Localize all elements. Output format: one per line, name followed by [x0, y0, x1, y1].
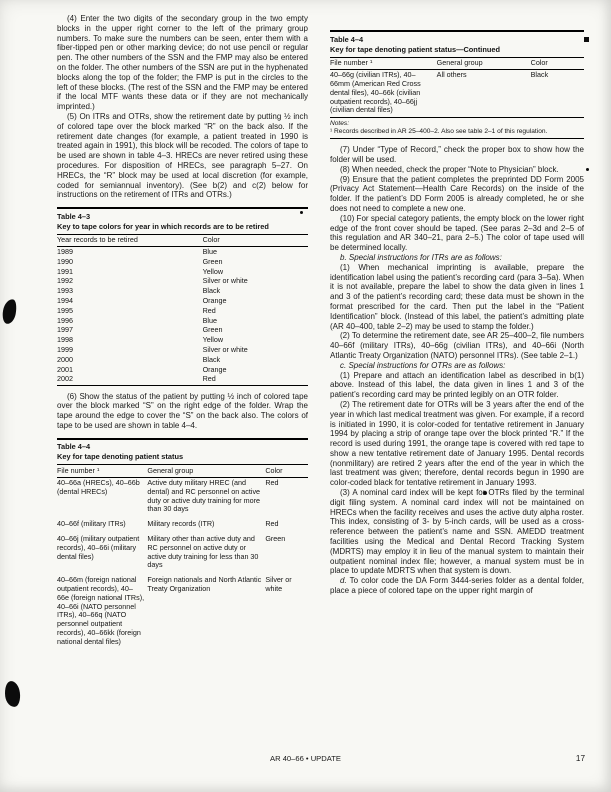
color-cell: Orange	[202, 295, 227, 305]
paragraph-10: (10) For special category patients, the empty block on the lower right edge of the front cover should be taped. (See paras 2–3d and 2–5 of this regulation and AR 340–21, para 2–5.) The color of tape used will be determined locally.	[330, 213, 584, 253]
table-header-row	[57, 465, 308, 478]
table-row	[57, 365, 308, 375]
color-cell: Black	[530, 70, 549, 80]
table-row	[57, 534, 308, 575]
color-cell: Silver or white	[265, 575, 292, 594]
scan-artifact-blob	[1, 298, 18, 325]
table-4-3	[57, 207, 308, 385]
file-number-cell: 40–66m (foreign national outpatient records), 40–66e (foreign national ITRs), 40–66i (NATO personnel ITRs), 40–66q (NATO personnel outpatient records), 40–66kk (foreign national dental files)	[57, 575, 145, 646]
year-cell: 1995	[57, 305, 73, 315]
general-group-cell: Military records (ITR)	[147, 519, 215, 529]
file-number-cell: 40–66g (civilian ITRs), 40–66mm (American Red Cross dental files), 40–66k (civilian outpatient records), 40–66jj (civilian dental files)	[330, 70, 421, 115]
table-row	[57, 355, 308, 365]
year-cell: 1996	[57, 315, 73, 325]
year-cell: 1992	[57, 276, 73, 286]
table-row	[57, 345, 308, 355]
table-row	[57, 247, 308, 257]
color-cell: Green	[265, 534, 286, 544]
paragraph-b2: (2) To determine the retirement date, see AR 25–400–2, file numbers 40–66f (military ITRs), 40–66g (civilian ITRs), and 40–66i (North Atlantic Treaty Organization (NATO) personnel ITRs). (See table 2–1.)	[330, 331, 584, 360]
general-group-cell: All others	[436, 70, 467, 80]
paragraph-9: (9) Ensure that the patient completes the preprinted DD Form 2005 (Privacy Act Statement—Health Care Records) on the inside of the folder. If the patient’s DD Form 2005 is already completed, he or she does not need to complete a new one.	[330, 174, 584, 213]
scan-artifact-speck	[586, 168, 589, 171]
year-cell: 1999	[57, 344, 73, 354]
color-cell: Green	[202, 325, 223, 335]
paragraph-4: (4) Enter the two digits of the secondary group in the two empty blocks in the upper right corner to the left of the primary group numbers. To make sure the numbers can be seen, enter them with a fiber-tipped pen or other marking device; do not use pencil or regular pen. The other numbers of the SSN and the FMP may also be entered on the folder. The other numbers of the SSN are put in the hyphenated blocks along the top of the folder; the FMP is put in the circles to the left of these blocks. (The rest of the SSN and the FMP may be entered if the local MTF wants these data or if they are not mechanically imprinted.)	[57, 14, 308, 112]
table-row	[57, 287, 308, 297]
table-row	[57, 336, 308, 346]
color-cell: Black	[202, 354, 221, 364]
column-header-color: Color	[203, 234, 308, 247]
table-header-row	[330, 57, 584, 70]
table-row	[57, 519, 308, 534]
table-4-3-grid	[57, 234, 308, 386]
year-cell: 1993	[57, 286, 73, 296]
paragraph-7: (7) Under “Type of Record,” check the proper box to show how the folder will be used.	[330, 145, 584, 164]
paragraph-c3: (3) A nominal card index will be kept for OTRs filed by the terminal digit filing system. A nominal card index will not be maintained on HRECs when the facility receives and uses the active duty alpha roster. This index, consisting of 3- by 5-inch cards, will be used as a cross-reference between the patient’s name and SSN. AMEDD treatment facilities using the Medical and Dental Record Tracking System (MDRTS) may employ it in lieu of the manual system to maintain their outpatient nominal index file; however, a manual system must be in place to update MDRTS when that system is down.	[330, 488, 584, 576]
file-number-cell: 40–66a (HRECs), 40–66b (dental HRECs)	[57, 478, 140, 496]
table-header-row	[57, 234, 308, 247]
year-cell: 2002	[57, 374, 73, 384]
column-header-general-group: General group	[147, 465, 265, 478]
table-caption: Key for tape denoting patient status—Continued	[330, 44, 500, 54]
table-4-4-head	[57, 438, 308, 462]
paragraph-d	[330, 576, 584, 596]
paragraph-d-marker: d.	[340, 576, 347, 586]
color-cell: Red	[265, 478, 279, 488]
year-cell: 1991	[57, 266, 73, 276]
table-row	[57, 296, 308, 306]
table-row	[57, 326, 308, 336]
table-notes	[330, 117, 584, 139]
paragraph-6: (6) Show the status of the patient by putting ½ inch of colored tape over the block marked “S” on the right edge of the folder. Wrap the tape around the edge to cover the “S” on the back also. The colors of tape to be used are shown in table 4–4.	[57, 391, 308, 430]
color-cell: Yellow	[202, 335, 224, 345]
paragraph-c2: (2) The retirement date for OTRs will be 3 years after the end of the year in which last medical treatment was given. For example, if a record is initiated in 1990, it is color-coded for tentative retirement in January 1994 by placing a strip of orange tape over the block printed “R.” If the record is used during 1991, the orange tape is covered with red tape to show a new tentative retirement date of January 1995. Dental records (nonmilitary) are retired 2 years after the end of the year in which the last treatment was given; therefore, dental records begun in 1990 are color-coded black for tentative retirement in January 1993.	[330, 399, 584, 488]
table-row	[57, 277, 308, 287]
table-row	[57, 478, 308, 520]
general-group-cell: Active duty military HREC (and dental) and RC personnel on active duty or active duty training for more than 30 days	[147, 478, 261, 514]
table-footnote-1: ¹ Records described in AR 25–400–2. Also see table 2–1 of this regulation.	[330, 127, 548, 135]
table-caption: Key for tape denoting patient status	[57, 452, 184, 462]
scan-artifact-blob	[3, 680, 21, 708]
general-group-cell: Military other than active duty and RC personnel on active duty or active duty training for less than 30 days	[147, 534, 259, 570]
paragraph-c-intro: c. Special instructions for OTRs are as follows:	[340, 360, 506, 370]
table-4-4-continued	[330, 30, 584, 139]
color-cell: Black	[202, 286, 221, 296]
right-column	[330, 30, 584, 596]
color-cell: Yellow	[202, 266, 224, 276]
table-row	[57, 257, 308, 267]
column-header-file-number: File number ¹	[57, 465, 147, 478]
table-number: Table 4–4	[330, 34, 364, 44]
year-cell: 1998	[57, 335, 73, 345]
table-row	[330, 70, 584, 116]
scan-artifact-mark	[584, 37, 589, 42]
column-header-color: Color	[531, 57, 584, 70]
table-4-4	[57, 438, 308, 652]
footer-title: AR 40–66 • UPDATE	[270, 754, 341, 763]
table-4-4-continued-grid	[330, 57, 584, 117]
table-caption: Key to tape colors for year in which records are to be retired	[57, 221, 269, 231]
color-cell: Orange	[202, 364, 227, 374]
table-row	[57, 316, 308, 326]
color-cell: Red	[202, 305, 216, 315]
table-row	[57, 575, 308, 651]
table-4-4-continued-head	[330, 30, 584, 54]
general-group-cell: Foreign nationals and North Atlantic Treaty Organization	[147, 575, 262, 594]
year-cell: 1994	[57, 295, 73, 305]
file-number-cell: 40–66j (military outpatient records), 40–66i (military dental files)	[57, 534, 140, 561]
color-cell: Silver or white	[202, 344, 248, 354]
paragraph-b-intro: b. Special instructions for ITRs are as follows:	[340, 252, 502, 262]
column-header-year: Year records to be retired	[57, 234, 203, 247]
paragraph-b1: (1) When mechanical imprinting is available, prepare the identification label using the patient’s recording card (para 3–5a). When it is not available, prepare the label to show the data given in lines 1 and 3 of the patient’s recording card; these data must be shown in the format prescribed for the card. Then put the label in the “Patient Identification” block. (Instead of this label, the patient’s admitting plate (AR 40–400, table 2–2) may be used to stamp the folder.)	[330, 262, 584, 331]
left-column	[57, 14, 308, 658]
paragraph-d-text: To color code the DA Form 3444-series folder as a dental folder, place a piece of colored tape on the upper right margin of	[330, 576, 584, 596]
paragraph-8: (8) When needed, check the proper “Note to Physician” block.	[340, 164, 559, 174]
year-cell: 1989	[57, 246, 73, 256]
column-header-color: Color	[265, 465, 308, 478]
table-row	[57, 306, 308, 316]
color-cell: Red	[202, 374, 216, 384]
color-cell: Silver or white	[202, 276, 248, 286]
color-cell: Blue	[202, 315, 217, 325]
color-cell: Red	[265, 519, 279, 529]
color-cell: Green	[202, 256, 223, 266]
table-4-3-head	[57, 207, 308, 231]
table-number: Table 4–4	[57, 442, 91, 452]
file-number-cell: 40–66f (military ITRs)	[57, 519, 126, 529]
page-number: 17	[575, 754, 585, 763]
table-row	[57, 267, 308, 277]
color-cell: Blue	[202, 246, 217, 256]
table-4-4-grid	[57, 464, 308, 651]
notes-label: Notes:	[330, 119, 350, 127]
year-cell: 2000	[57, 354, 73, 364]
column-header-file-number: File number ¹	[330, 57, 437, 70]
table-row	[57, 375, 308, 385]
paragraph-c1: (1) Prepare and attach an identification label as described in b(1) above. Instead of this label, the data given in lines 1 and 3 of the patient’s recording card may be printed legibly on an OTR folder.	[330, 370, 584, 400]
year-cell: 1997	[57, 325, 73, 335]
table-number: Table 4–3	[57, 211, 91, 221]
year-cell: 1990	[57, 256, 73, 266]
paragraph-5: (5) On ITRs and OTRs, show the retirement date by putting ½ inch of colored tape over the block marked “R” on the back also. If the retirement date changes (for example, a patient treated in 1990 is treated again in 1991), this block will be recoded. The colors of tape to be used are shown in table 4–3. HRECs are never retired using these procedures. For disposition of HRECs, see paragraph 5–27. On HRECs, the “R” block may be used at local discretion (for example, coded for semiannual inventory). (See b(2) and c(2) below for instructions on the retirement of ITRs and OTRs.)	[57, 111, 308, 200]
column-header-general-group: General group	[437, 57, 531, 70]
year-cell: 2001	[57, 364, 73, 374]
